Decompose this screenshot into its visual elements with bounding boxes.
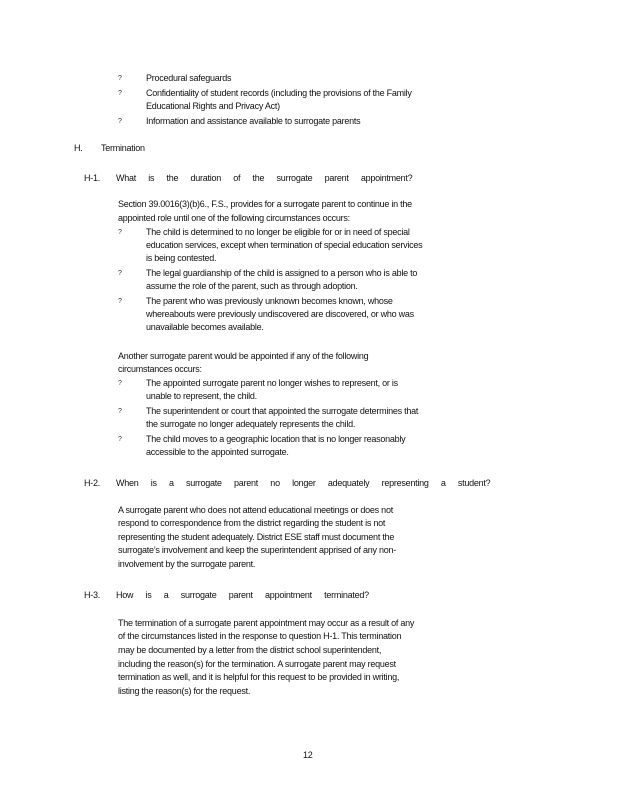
text-line: The child moves to a geographic location that is no longer reasonably	[146, 434, 406, 444]
text-line: including the reason(s) for the termination. A surrogate parent may request	[118, 659, 396, 669]
bullet-marker: ?	[118, 118, 122, 125]
section-title: Termination	[101, 143, 145, 153]
text-line: involvement by the surrogate parent.	[118, 559, 256, 569]
text-line: the surrogate no longer adequately represents the child.	[146, 419, 356, 429]
text-line: The appointed surrogate parent no longer wishes to represent, or is	[146, 378, 398, 388]
text-line: Information and assistance available to surrogate parents	[146, 116, 361, 126]
text-line: termination as well, and it is helpful for this request to be provided in writing,	[118, 672, 400, 682]
text-line: surrogate’s involvement and keep the superintendent apprised of any non-	[118, 545, 397, 555]
text-line: education services, except when termination of special education services	[146, 240, 423, 250]
question-title: How is a surrogate parent appointment terminated?	[116, 590, 369, 600]
text-line: of the circumstances listed in the response to question H-1. This termination	[118, 631, 402, 641]
text-line: Procedural safeguards	[146, 73, 232, 83]
question-number: H-1.	[84, 173, 101, 183]
text-line: unavailable becomes available.	[146, 322, 264, 332]
text-line: The legal guardianship of the child is assigned to a person who is able to	[146, 268, 418, 278]
text-line: is being contested.	[146, 253, 217, 263]
question-number: H-3.	[84, 590, 101, 600]
text-line: respond to correspondence from the district regarding the student is not	[118, 518, 386, 528]
text-line: The termination of a surrogate parent appointment may occur as a result of any	[118, 618, 415, 628]
bullet-marker: ?	[118, 229, 122, 236]
bullet-marker: ?	[118, 380, 122, 387]
text-line: listing the reason(s) for the request.	[118, 686, 251, 696]
text-line: Confidentiality of student records (including the provisions of the Family	[146, 88, 412, 98]
text-line: accessible to the appointed surrogate.	[146, 447, 289, 457]
text-line: unable to represent, the child.	[146, 391, 257, 401]
text-line: Section 39.0016(3)(b)6., F.S., provides for a surrogate parent to continue in the	[118, 199, 412, 209]
text-line: assume the role of the parent, such as through adoption.	[146, 281, 358, 291]
page-number: 12	[303, 750, 313, 760]
text-line: appointed role until one of the following circumstances occurs:	[118, 213, 350, 223]
bullet-marker: ?	[118, 298, 122, 305]
text-line: representing the student adequately. District ESE staff must document the	[118, 532, 395, 542]
question-title: When is a surrogate parent no longer adequately representing a student?	[116, 478, 491, 488]
text-line: The parent who was previously unknown becomes known, whose	[146, 296, 393, 306]
text-line: A surrogate parent who does not attend educational meetings or does not	[118, 505, 393, 515]
text-line: may be documented by a letter from the district school superintendent,	[118, 645, 382, 655]
bullet-marker: ?	[118, 90, 122, 97]
bullet-marker: ?	[118, 75, 122, 82]
bullet-marker: ?	[118, 408, 122, 415]
text-line: The child is determined to no longer be eligible for or in need of special	[146, 227, 410, 237]
bullet-marker: ?	[118, 436, 122, 443]
text-line: Educational Rights and Privacy Act)	[146, 101, 280, 111]
text-line: whereabouts were previously undiscovered are discovered, or who was	[146, 309, 414, 319]
bullet-marker: ?	[118, 270, 122, 277]
text-line: circumstances occurs:	[118, 364, 202, 374]
question-number: H-2.	[84, 478, 101, 488]
question-title: What is the duration of the surrogate parent appointment?	[116, 173, 413, 183]
section-letter: H.	[74, 143, 83, 153]
text-line: Another surrogate parent would be appointed if any of the following	[118, 351, 369, 361]
text-line: The superintendent or court that appointed the surrogate determines that	[146, 406, 419, 416]
